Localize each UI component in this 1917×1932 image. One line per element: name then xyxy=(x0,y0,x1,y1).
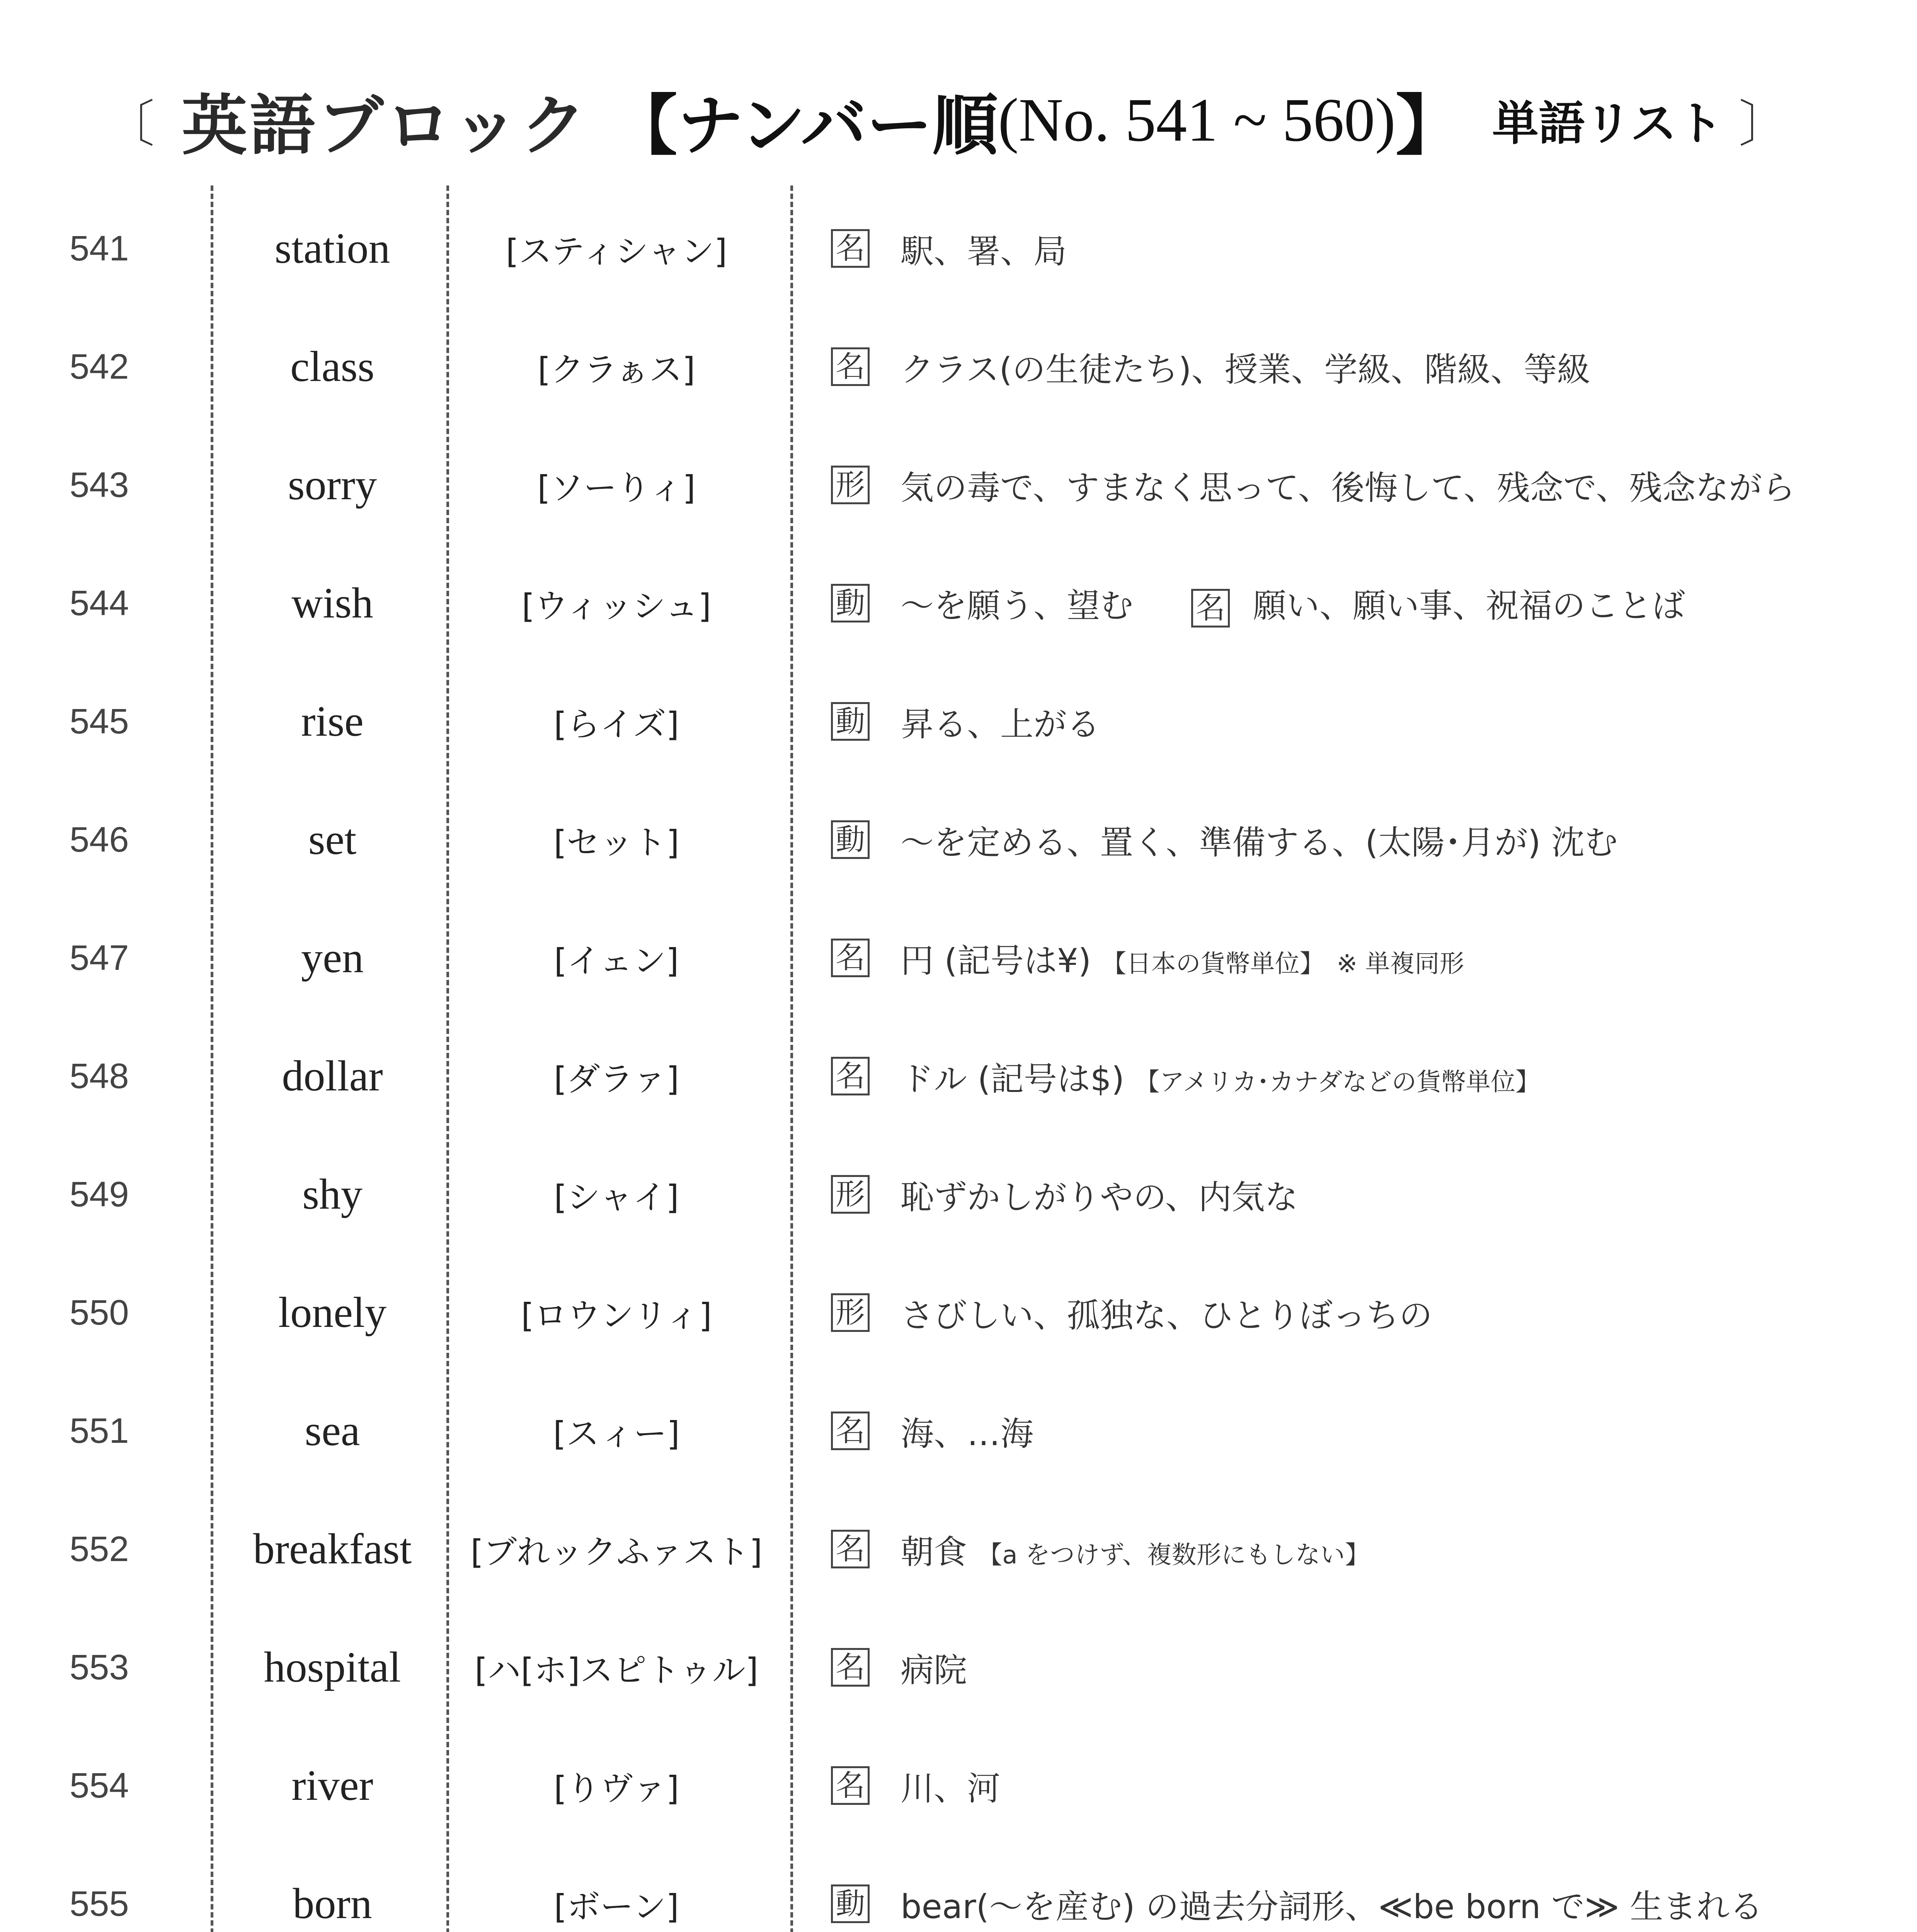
table-row xyxy=(0,1726,1917,1845)
meaning-text: 病院 xyxy=(901,1651,967,1690)
brand-name: 英語ブロック xyxy=(182,87,589,164)
table-row xyxy=(0,189,1917,308)
english-word: born xyxy=(293,1879,372,1928)
part-of-speech-badge: 動 xyxy=(831,1884,870,1923)
meaning-text: さびしい、孤独な、ひとりぼっちの xyxy=(901,1296,1432,1335)
english-word: wish xyxy=(291,579,373,627)
table-row xyxy=(0,1253,1917,1372)
table-row xyxy=(0,781,1917,899)
table-row xyxy=(0,1845,1917,1932)
word-number: 549 xyxy=(70,1174,129,1214)
meaning xyxy=(901,1643,967,1691)
part-of-speech-badge: 名 xyxy=(831,1766,870,1805)
pronunciation: [セット] xyxy=(553,823,679,862)
part-of-speech-badge: 名 xyxy=(831,229,870,268)
pronunciation: [ハ[ホ]スピトゥル] xyxy=(474,1651,759,1690)
english-word: dollar xyxy=(282,1052,383,1100)
word-number: 546 xyxy=(70,820,129,859)
word-number: 543 xyxy=(70,465,129,505)
meaning-text: bear(～を産む) の過去分詞形、≪be born で≫ 生まれる xyxy=(901,1888,1763,1926)
part-of-speech-badge: 名 xyxy=(831,347,870,386)
part-of-speech-badge: 名 xyxy=(831,1412,870,1450)
meaning xyxy=(901,343,1590,391)
meaning xyxy=(901,1289,1432,1337)
word-number: 544 xyxy=(70,583,129,623)
meaning xyxy=(901,1762,1000,1810)
part-of-speech-badge: 動 xyxy=(831,702,870,741)
meaning-note: 【日本の貨幣単位】 ※ 単複同形 xyxy=(1102,950,1464,978)
meaning xyxy=(901,1525,1370,1573)
meaning xyxy=(901,579,1685,628)
part-of-speech-badge: 名 xyxy=(831,1648,870,1687)
meaning-text: 駅、署、局 xyxy=(901,232,1067,271)
english-word: set xyxy=(308,815,357,864)
part-of-speech-badge: 動 xyxy=(831,820,870,859)
table-row xyxy=(0,544,1917,662)
meaning-text: 気の毒で、すまなく思って、後悔して、残念で、残念ながら xyxy=(901,469,1796,507)
word-number: 555 xyxy=(70,1884,129,1923)
word-number: 550 xyxy=(70,1293,129,1332)
page-title: 【ナンバー順 xyxy=(611,87,998,164)
meaning xyxy=(901,1052,1540,1100)
pronunciation: [ダラァ] xyxy=(553,1060,679,1099)
meaning xyxy=(901,224,1067,272)
pronunciation: [ロウンリィ] xyxy=(521,1296,712,1335)
pronunciation: [ウィッシュ] xyxy=(521,587,712,626)
pronunciation: [シャイ] xyxy=(554,1178,679,1217)
meaning-note: 【アメリカ･カナダなどの貨幣単位】 xyxy=(1135,1068,1540,1097)
table-row xyxy=(0,899,1917,1017)
page-title-close: 】 xyxy=(1395,87,1461,164)
meaning xyxy=(901,1407,1033,1455)
table-row xyxy=(0,308,1917,426)
english-word: breakfast xyxy=(253,1525,412,1573)
meaning-text: 朝食 xyxy=(901,1533,978,1571)
table-row xyxy=(0,1608,1917,1726)
table-row xyxy=(0,1017,1917,1135)
word-number: 545 xyxy=(70,701,129,741)
table-row xyxy=(0,426,1917,544)
part-of-speech-badge: 名 xyxy=(831,1530,870,1568)
word-number: 551 xyxy=(70,1411,129,1451)
meaning xyxy=(901,1880,1763,1928)
english-word: lonely xyxy=(278,1288,386,1337)
table-row xyxy=(0,662,1917,781)
meaning-text-2: 願い、願い事、祝福のことば xyxy=(1253,587,1685,626)
meaning-text: 恥ずかしがりやの、内気な xyxy=(901,1178,1298,1217)
english-word: rise xyxy=(301,697,364,745)
pronunciation: [ボーン] xyxy=(554,1888,679,1926)
part-of-speech-badge: 名 xyxy=(831,939,870,977)
meaning xyxy=(901,1170,1298,1218)
pronunciation: [ブれックふァスト] xyxy=(470,1533,763,1571)
table-row xyxy=(0,1490,1917,1608)
pronunciation: [ソーりィ] xyxy=(537,469,696,507)
pronunciation: [スィー] xyxy=(553,1415,680,1453)
table-row xyxy=(0,1135,1917,1253)
part-of-speech-badge: 形 xyxy=(831,1175,870,1214)
word-number: 548 xyxy=(70,1056,129,1096)
pronunciation: [スティシャン] xyxy=(506,232,727,271)
english-word: yen xyxy=(301,934,364,982)
pronunciation: [クラぁス] xyxy=(538,350,695,389)
word-number: 553 xyxy=(70,1647,129,1687)
meaning-text: ドル (記号は$) xyxy=(901,1060,1135,1099)
word-number: 552 xyxy=(70,1529,129,1569)
english-word: river xyxy=(291,1761,373,1810)
page-header xyxy=(104,62,1789,178)
part-of-speech-badge: 名 xyxy=(831,1057,870,1095)
english-word: station xyxy=(274,224,390,272)
meaning-text: クラス(の生徒たち)、授業、学級、階級、等級 xyxy=(901,350,1590,389)
header-bracket-close: 〕 xyxy=(1738,94,1789,153)
english-word: hospital xyxy=(264,1643,401,1691)
meaning xyxy=(901,461,1795,509)
english-word: sorry xyxy=(288,461,377,509)
table-row xyxy=(0,1372,1917,1490)
meaning-text: 海、…海 xyxy=(901,1415,1033,1453)
page-subtitle: 単語リスト xyxy=(1492,97,1723,151)
english-word: class xyxy=(290,342,375,391)
english-word: shy xyxy=(302,1170,363,1218)
meaning-text: 川、河 xyxy=(901,1769,1000,1808)
meaning-text: 昇る、上がる xyxy=(901,705,1100,744)
word-number: 554 xyxy=(70,1765,129,1805)
meaning xyxy=(901,934,1464,982)
pronunciation: [りヴァ] xyxy=(553,1769,679,1808)
page-title-range: (No. 541 ~ 560) xyxy=(998,85,1396,154)
part-of-speech-badge: 動 xyxy=(831,584,870,622)
meaning-note: 【a をつけず、複数形にもしない】 xyxy=(977,1541,1370,1570)
header-bracket-open: 〔 xyxy=(104,94,155,153)
english-word: sea xyxy=(305,1406,360,1455)
part-of-speech-badge: 形 xyxy=(831,466,870,504)
part-of-speech-badge: 形 xyxy=(831,1293,870,1332)
meaning-text: 円 (記号は¥) xyxy=(901,942,1102,980)
word-number: 541 xyxy=(70,228,129,268)
part-of-speech-badge-2: 名 xyxy=(1191,589,1230,628)
word-number: 542 xyxy=(70,347,129,386)
meaning xyxy=(901,816,1618,864)
pronunciation: [らイズ] xyxy=(553,705,679,744)
word-number: 547 xyxy=(70,938,129,978)
meaning-text: ～を願う、望む xyxy=(901,587,1133,626)
pronunciation: [イェン] xyxy=(554,942,679,980)
meaning-text: ～を定める、置く、準備する、(太陽･月が) 沈む xyxy=(901,823,1618,862)
meaning xyxy=(901,697,1100,745)
